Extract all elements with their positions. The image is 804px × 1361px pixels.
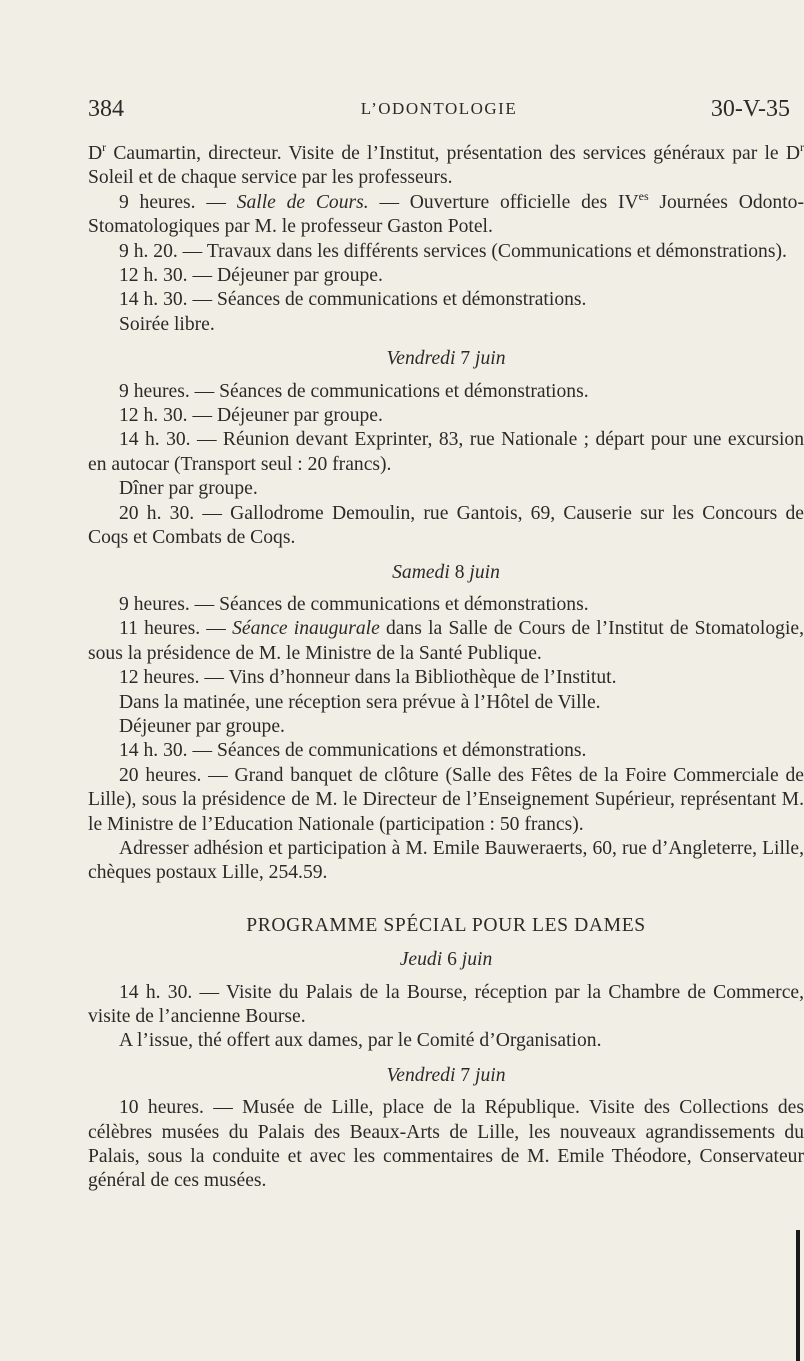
- day-heading: [88, 347, 804, 371]
- paragraph: 9 heures. — Séances de communications et démonstrations.: [119, 593, 589, 615]
- paragraph: 20 h. 30. — Gallodrome Demoulin, rue Gantois, 69, Causerie sur les Concours de Coqs et Combats de Coqs.: [88, 502, 804, 549]
- text-span: Vendredi: [386, 348, 456, 370]
- text-span: Soleil et de chaque service par les professeurs.: [88, 167, 453, 189]
- text-span: juin: [475, 1064, 506, 1086]
- text-span: dans la Salle de Cours de l’Institut de Stomatologie, sous la présidence de M. le Ministre de la Santé Publique.: [88, 618, 804, 664]
- italic-text: Séance inaugurale: [232, 618, 380, 640]
- text-span: Caumartin, directeur. Visite de l’Institut, présentation des services généraux par le D: [106, 143, 800, 164]
- text-span: 8: [449, 561, 470, 583]
- italic-text: Salle de Cours.: [236, 191, 369, 213]
- text-span: — Ouverture officielle des IV: [368, 191, 639, 213]
- journal-title: L’ODONTOLOGIE: [360, 99, 518, 118]
- text-span: Samedi: [392, 561, 450, 583]
- paragraph: 14 h. 30. — Visite du Palais de la Bourse, réception par la Chambre de Commerce, visite de l’ancienne Bourse.: [88, 981, 804, 1027]
- superscript: es: [638, 188, 649, 203]
- paragraph: 12 h. 30. — Déjeuner par groupe.: [119, 405, 383, 427]
- paragraph: Dîner par groupe.: [119, 478, 258, 500]
- paragraph: 9 h. 20. — Travaux dans les différents services (Communications et démonstrations).: [119, 240, 787, 262]
- paragraph: Adresser adhésion et participation à M. Emile Bauweraerts, 60, rue d’Angleterre, Lille, chèques postaux Lille, 254.59.: [88, 837, 804, 884]
- text-span: Jeudi: [399, 949, 443, 971]
- page-edge-shadow: [796, 1230, 800, 1361]
- day-heading: [88, 1064, 804, 1088]
- paragraph: 12 h. 30. — Déjeuner par groupe.: [119, 265, 383, 287]
- text-span: juin: [469, 561, 500, 583]
- text-span: 9 heures. —: [119, 191, 237, 213]
- text-span: D: [88, 143, 103, 164]
- day-heading: [88, 948, 804, 972]
- text-span: Journées Odonto-Stomatologiques par M. le professeur Gaston Potel.: [88, 191, 804, 238]
- section-heading: PROGRAMME SPÉCIAL POUR LES DAMES: [246, 914, 646, 936]
- paragraph: Déjeuner par groupe.: [119, 715, 285, 737]
- text-span: juin: [461, 949, 493, 971]
- paragraph: [88, 188, 804, 240]
- text-span: 6: [442, 949, 462, 971]
- paragraph: [88, 142, 804, 191]
- paragraph: Soirée libre.: [119, 313, 215, 335]
- paragraph: 10 heures. — Musée de Lille, place de la République. Visite des Collections des célèbres musées du Palais des Beaux-Arts de Lille, les nouveaux agrandissements du Palais, sous la conduite et avec les commentaires de M. Emile Théodore, Conservateur général de ces musées.: [88, 1097, 804, 1192]
- paragraph: [88, 617, 804, 666]
- superscript: r: [800, 140, 804, 154]
- paragraph: 9 heures. — Séances de communications et démonstrations.: [119, 380, 589, 402]
- paragraph: 14 h. 30. — Séances de communications et démonstrations.: [119, 289, 587, 311]
- text-span: 7: [455, 1064, 476, 1086]
- issue-date: 30-V-35: [710, 96, 790, 122]
- page-number: 384: [88, 96, 124, 122]
- body-text: [88, 142, 804, 1194]
- paragraph: 14 h. 30. — Réunion devant Exprinter, 83, rue Nationale ; départ pour une excursion en autocar (Transport seul : 20 francs).: [88, 429, 804, 475]
- text-span: 7: [455, 348, 476, 370]
- day-heading: [88, 561, 804, 585]
- text-span: juin: [475, 348, 506, 370]
- paragraph: 12 heures. — Vins d’honneur dans la Bibliothèque de l’Institut.: [119, 667, 617, 689]
- paragraph: Dans la matinée, une réception sera prévue à l’Hôtel de Ville.: [119, 691, 601, 713]
- paragraph: 14 h. 30. — Séances de communications et démonstrations.: [119, 740, 587, 762]
- running-header: [88, 94, 790, 124]
- superscript: r: [102, 140, 107, 154]
- text-span: Vendredi: [386, 1064, 456, 1086]
- paragraph: 20 heures. — Grand banquet de clôture (Salle des Fêtes de la Foire Commerciale de Lille), sous la présidence de M. le Directeur de l’Enseignement Supérieur, représentant M. le Ministre de l’Education Nationale (participation : 50 francs).: [88, 764, 804, 835]
- paragraph: A l’issue, thé offert aux dames, par le Comité d’Organisation.: [119, 1030, 602, 1052]
- text-span: 11 heures. —: [119, 618, 233, 640]
